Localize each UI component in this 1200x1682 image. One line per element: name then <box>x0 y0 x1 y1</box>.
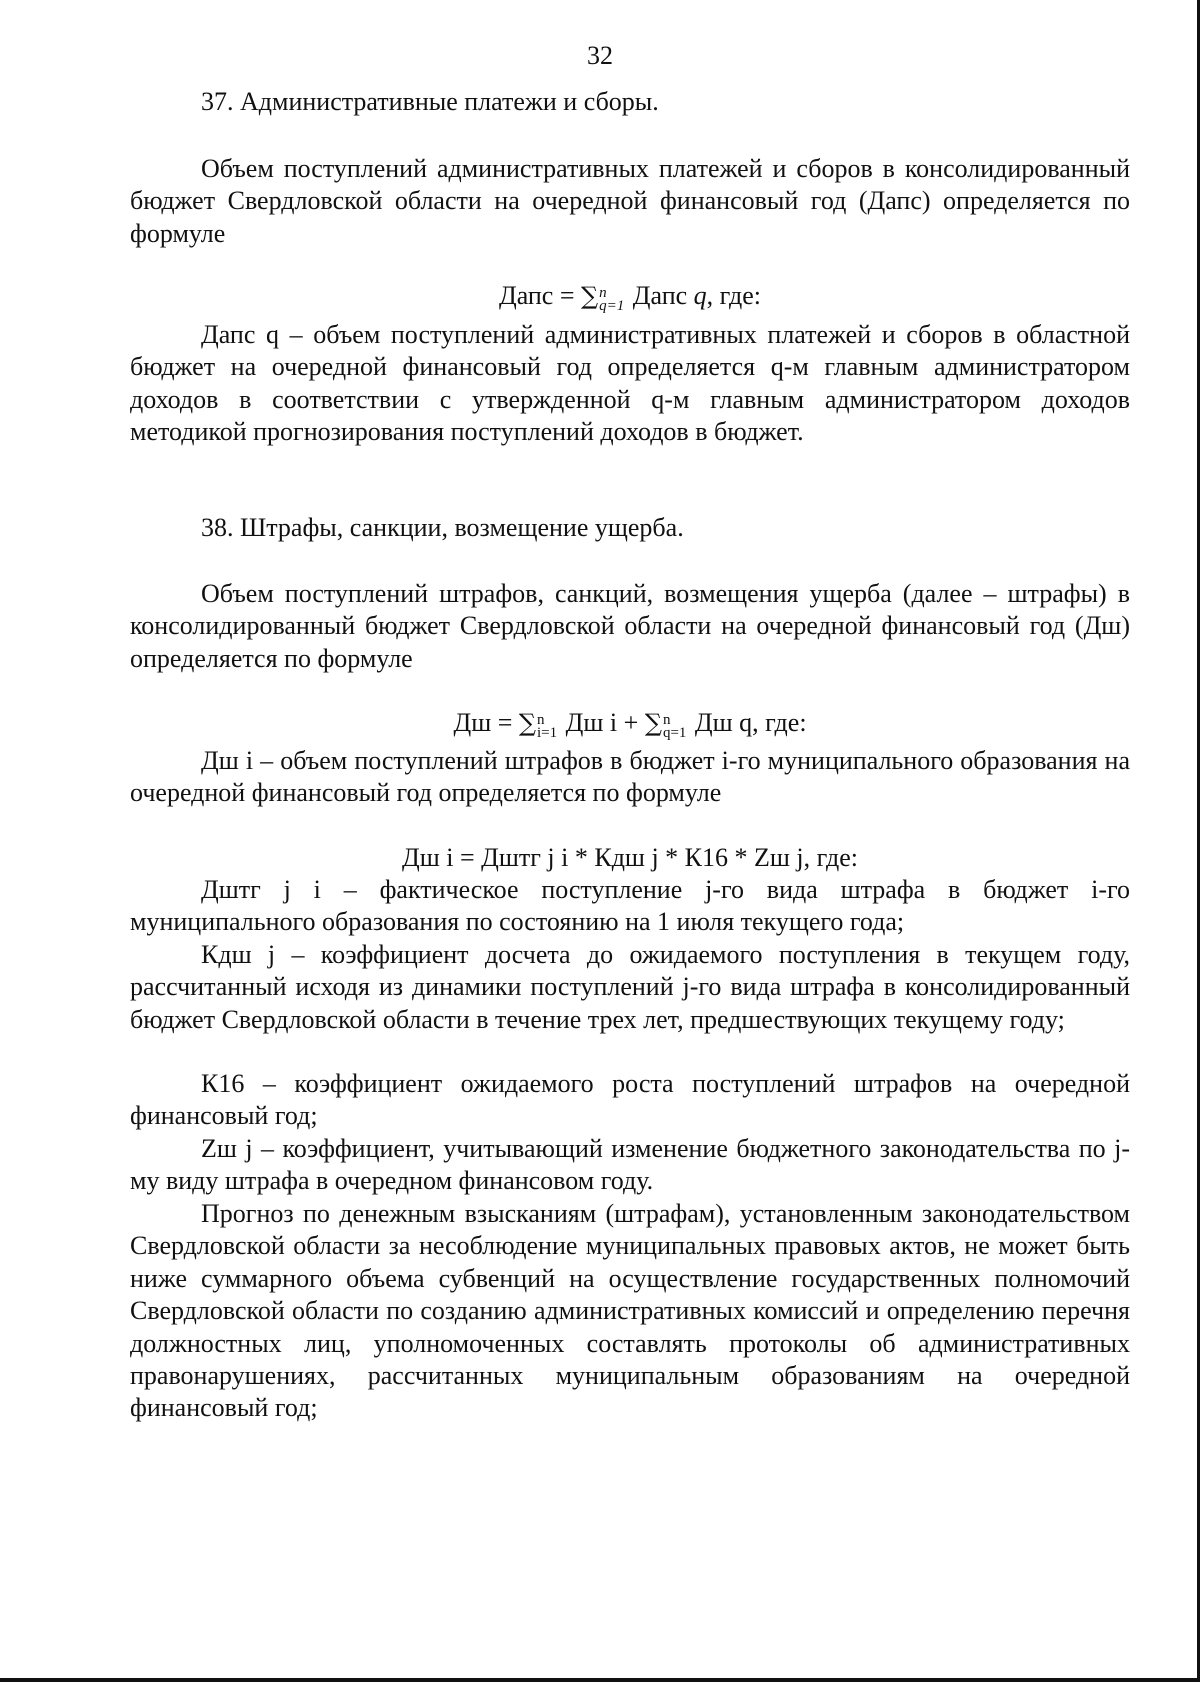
formula-term: Дапс <box>632 281 688 310</box>
formula-lhs: Дапс = <box>498 281 575 310</box>
formula-term: Дш q, где: <box>694 708 807 737</box>
sum-limits <box>663 714 686 740</box>
formula-daps <box>130 280 1130 313</box>
formula-dsh <box>130 707 1130 740</box>
section-37-intro: Объем поступлений административных платежей и сборов в консолидированный бюджет Свердловской области на очередной финансовый год (Дапс) определяется по формуле <box>130 154 1130 248</box>
kdsh-definition: Кдш j – коэффициент досчета до ожидаемого поступления в текущем году, рассчитанный исходя из динамики поступлений j-го вида штрафа в консолидированный бюджет Свердловской области в течение трех лет, предшествующих текущему году; <box>130 940 1130 1034</box>
formula-dsh-i: Дш i = Дштг j i * Кдш j * К16 * Zш j, где: <box>401 843 858 872</box>
sum-upper-limit: n <box>662 712 671 728</box>
sum-upper-limit: n <box>537 712 545 728</box>
zsh-definition: Zш j – коэффициент, учитывающий изменение бюджетного законодательства по j-му виду штрафа в очередном финансовом году. <box>130 1134 1130 1196</box>
sum-limits <box>599 287 624 313</box>
sum-symbol: ∑ <box>644 709 662 737</box>
formula-lhs: Дш = <box>453 708 513 737</box>
forecast-paragraph: Прогноз по денежным взысканиям (штрафам), установленным законодательством Свердловской области за несоблюдение муниципальных правовых актов, не может быть ниже суммарного объема субвенций на осуществление государственных полномочий Свердловской области по созданию административных комиссий и определению перечня должностных лиц, уполномоченных составлять протоколы об административных правонарушениях, рассчитанных муниципальным образованиям на очередной финансовый год; <box>130 1199 1130 1423</box>
page-border-bottom <box>0 1678 1200 1682</box>
page-number: 32 <box>587 41 613 70</box>
formula-variable: q <box>693 281 707 310</box>
section-38-heading: 38. Штрафы, санкции, возмещение ущерба. <box>201 513 684 542</box>
sum-lower-limit: q=1 <box>662 725 687 741</box>
dshtg-definition: Дштг j i – фактическое поступление j-го вида штрафа в бюджет i-го муниципального образования по состоянию на 1 июля текущего года; <box>130 875 1130 937</box>
sum-lower-limit: q=1 <box>599 298 625 314</box>
daps-q-definition: Дапс q – объем поступлений административных платежей и сборов в областной бюджет на очередной финансовый год определяется q-м главным администратором доходов в соответствии с утвержденной q-м главным администратором доходов методикой прогнозирования поступлений доходов в бюджет. <box>130 320 1130 447</box>
sum-limits <box>537 714 557 740</box>
sum-symbol: ∑ <box>581 282 599 310</box>
sum-symbol: ∑ <box>518 709 537 737</box>
section-37-heading: 37. Административные платежи и сборы. <box>201 87 659 116</box>
section-38-intro: Объем поступлений штрафов, санкций, возмещения ущерба (далее – штрафы) в консолидированный бюджет Свердловской области на очередной финансовый год (Дш) определяется по формуле <box>130 579 1130 673</box>
sum-lower-limit: i=1 <box>537 725 558 741</box>
formula-tail: , где: <box>706 281 762 310</box>
sum-upper-limit: n <box>599 285 607 301</box>
dsh-i-definition: Дш i – объем поступлений штрафов в бюджет i-го муниципального образования на очередной финансовый год определяется по формуле <box>130 746 1130 808</box>
k16-definition: К16 – коэффициент ожидаемого роста поступлений штрафов на очередной финансовый год; <box>130 1069 1130 1131</box>
formula-term: Дш i + <box>565 708 639 737</box>
